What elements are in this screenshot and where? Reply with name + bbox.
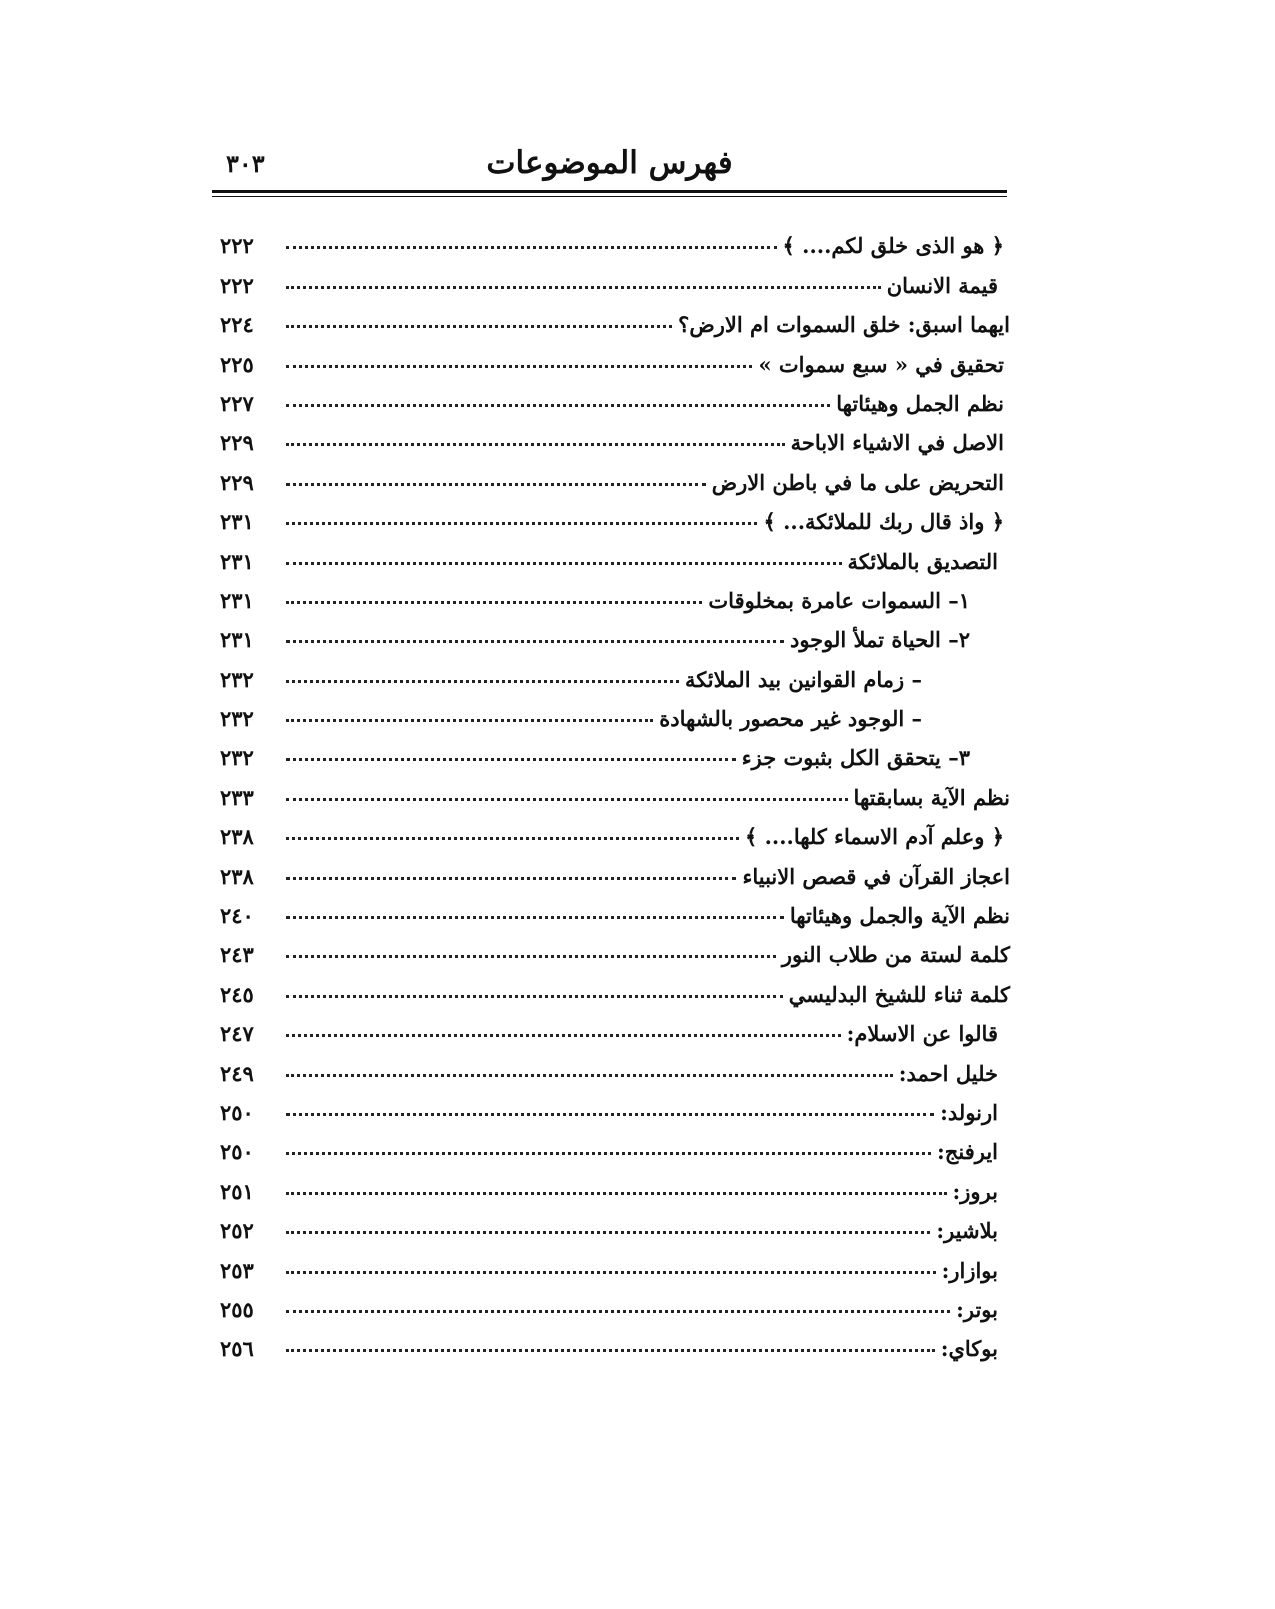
toc-entry [220, 1086, 1010, 1125]
toc-entry-page: ٢٥٣ [220, 1257, 254, 1283]
toc-entry [220, 455, 1010, 494]
toc-entry [220, 1322, 1010, 1361]
toc-entry-title: بوتر: [956, 1296, 998, 1322]
toc-entry-page: ٢٢٩ [220, 430, 254, 456]
toc-dot-leader [286, 1034, 841, 1037]
toc-entry [220, 258, 1010, 297]
toc-entry-page: ٢٤٥ [220, 981, 254, 1007]
toc-dot-leader [286, 1349, 935, 1352]
page-title: فهرس الموضوعات [486, 145, 733, 181]
toc-entry-title: خليل احمد: [898, 1060, 998, 1086]
toc-entry [220, 652, 1010, 691]
toc-dot-leader [286, 443, 785, 446]
toc-entry-title: نظم الجمل وهيئاتها [836, 390, 1004, 416]
toc-dot-leader [286, 1192, 947, 1195]
toc-entry-page: ٢٥١ [220, 1178, 254, 1204]
toc-entry-title: نظم الآية بسابقتها [853, 784, 1010, 810]
toc-entry [220, 810, 1010, 849]
toc-entry-page: ٢٥٠ [220, 1099, 254, 1125]
toc-entry-title: – الوجود غير محصور بالشهادة [659, 706, 922, 732]
toc-dot-leader [286, 837, 739, 840]
toc-entry-page: ٢٥٢ [220, 1218, 254, 1244]
toc-entry [220, 770, 1010, 809]
toc-entry-title: ارنولد: [940, 1099, 998, 1125]
toc-dot-leader [286, 365, 752, 368]
toc-entry-title: التحريض على ما في باطن الارض [711, 469, 1004, 495]
toc-entry-title: – زمام القوانين بيد الملائكة [684, 666, 922, 692]
toc-entry-title: ﴿ وعلم آدم الاسماء كلها.... ﴾ [744, 824, 1004, 850]
toc-entry-page: ٢٣١ [220, 509, 254, 535]
toc-entry [220, 928, 1010, 967]
toc-entry-title: نظم الآية والجمل وهيئاتها [789, 903, 1010, 929]
toc-entry [220, 1164, 1010, 1203]
toc-entry-title: بوكاي: [940, 1336, 998, 1362]
toc-entry [220, 337, 1010, 376]
toc-entry-page: ٢٣٢ [220, 745, 254, 771]
toc-dot-leader [286, 601, 702, 604]
toc-entry-page: ٢٤٠ [220, 903, 254, 929]
toc-dot-leader [286, 286, 881, 289]
toc-entry-title: ﴿ هو الذى خلق لكم.... ﴾ [782, 233, 1004, 259]
toc-entry-page: ٢٣١ [220, 548, 254, 574]
toc-entry-page: ٢٣١ [220, 587, 254, 613]
toc-entry [220, 731, 1010, 770]
toc-dot-leader [286, 1074, 893, 1077]
toc-dot-leader [286, 877, 736, 880]
header-rule-thin [212, 196, 1007, 197]
page-number: ٣٠٣ [226, 149, 265, 178]
toc-entry-page: ٢٢٩ [220, 469, 254, 495]
toc-entry [220, 1204, 1010, 1243]
toc-dot-leader [286, 1271, 936, 1274]
toc-entry-title: كلمة لستة من طلاب النور [781, 942, 1010, 968]
toc-entry-title: ﴿ واذ قال ربك للملائكة... ﴾ [763, 509, 1004, 535]
toc-entry [220, 1283, 1010, 1322]
toc-entry [220, 219, 1010, 258]
toc-entry [220, 967, 1010, 1006]
toc-dot-leader [286, 325, 672, 328]
toc-entry-page: ٢٣٣ [220, 784, 254, 810]
toc-entry-title: التصديق بالملائكة [847, 548, 998, 574]
toc-entry-page: ٢٣٨ [220, 824, 254, 850]
toc-entry-page: ٢٣٨ [220, 863, 254, 889]
toc-entry-title: ٢– الحياة تملأ الوجود [789, 627, 970, 653]
page-header [212, 138, 1007, 188]
toc-dot-leader [286, 404, 830, 407]
toc-entry-page: ٢٢٧ [220, 390, 254, 416]
toc-entry-page: ٢٣١ [220, 627, 254, 653]
toc-entry-page: ٢٢٢ [220, 233, 254, 259]
toc-entry-title: ايهما اسبق: خلق السموات ام الارض؟ [678, 312, 1010, 338]
toc-entry-title: قيمة الانسان [886, 272, 998, 298]
header-rule-thick [212, 190, 1007, 193]
toc-entry-page: ٢٤٩ [220, 1060, 254, 1086]
table-of-contents [220, 219, 1010, 1361]
toc-entry-page: ٢٢٤ [220, 312, 254, 338]
toc-entry-page: ٢٥٥ [220, 1296, 254, 1322]
toc-entry-page: ٢٤٧ [220, 1021, 254, 1047]
toc-entry [220, 1243, 1010, 1282]
toc-entry-page: ٢٢٥ [220, 351, 254, 377]
toc-entry-page: ٢٤٣ [220, 942, 254, 968]
toc-entry-title: ٣– يتحقق الكل بثبوت جزء [741, 745, 970, 771]
toc-entry-page: ٢٥٠ [220, 1139, 254, 1165]
toc-dot-leader [286, 955, 776, 958]
toc-entry [220, 298, 1010, 337]
toc-entry-title: تحقيق في « سبع سموات » [758, 351, 1004, 377]
toc-dot-leader [286, 680, 679, 683]
toc-entry [220, 574, 1010, 613]
toc-entry [220, 849, 1010, 888]
toc-entry [220, 1046, 1010, 1085]
toc-dot-leader [286, 1310, 950, 1313]
toc-entry [220, 692, 1010, 731]
toc-entry-title: بلاشير: [936, 1218, 998, 1244]
toc-dot-leader [286, 246, 777, 249]
toc-entry-page: ٢٣٢ [220, 666, 254, 692]
toc-dot-leader [286, 1231, 930, 1234]
toc-dot-leader [286, 640, 784, 643]
toc-dot-leader [286, 483, 706, 486]
toc-entry [220, 377, 1010, 416]
toc-entry [220, 1125, 1010, 1164]
toc-entry-title: ١– السموات عامرة بمخلوقات [708, 587, 970, 613]
toc-dot-leader [286, 798, 848, 801]
toc-entry-title: الاصل في الاشياء الاباحة [790, 430, 1004, 456]
toc-dot-leader [286, 916, 784, 919]
toc-entry [220, 495, 1010, 534]
toc-dot-leader [286, 1152, 931, 1155]
toc-entry [220, 889, 1010, 928]
toc-entry [220, 416, 1010, 455]
toc-entry-title: بوازار: [941, 1257, 998, 1283]
toc-entry-page: ٢٥٦ [220, 1336, 254, 1362]
toc-dot-leader [286, 522, 757, 525]
toc-entry-title: ايرفنج: [937, 1139, 998, 1165]
toc-dot-leader [286, 719, 653, 722]
toc-dot-leader [286, 758, 736, 761]
toc-dot-leader [286, 562, 842, 565]
toc-dot-leader [286, 1113, 934, 1116]
toc-entry-page: ٢٢٢ [220, 272, 254, 298]
toc-entry-page: ٢٣٢ [220, 706, 254, 732]
toc-entry-title: بروز: [952, 1178, 998, 1204]
toc-entry-title: كلمة ثناء للشيخ البدليسي [788, 981, 1010, 1007]
toc-entry-title: اعجاز القرآن في قصص الانبياء [742, 863, 1010, 889]
toc-entry [220, 1007, 1010, 1046]
toc-entry [220, 534, 1010, 573]
toc-dot-leader [286, 995, 783, 998]
toc-entry [220, 613, 1010, 652]
toc-entry-title: قالوا عن الاسلام: [846, 1021, 998, 1047]
